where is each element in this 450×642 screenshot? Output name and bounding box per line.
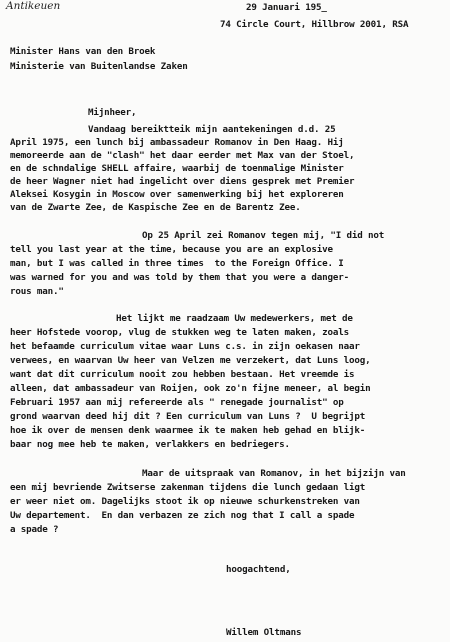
signature-name: Willem Oltmans xyxy=(226,627,302,638)
paragraph-3-line: hoe ik over de mensen denk waarmee ik te maken heb gehad en blijk- xyxy=(10,425,366,436)
paragraph-1-line: Vandaag bereiktteik mijn aantekeningen d.d. 25 xyxy=(88,124,336,135)
paragraph-3-line: Het lijkt me raadzaam Uw medewerkers, met de xyxy=(116,313,353,324)
handwritten-annotation: Antikeuen xyxy=(6,0,61,12)
paragraph-3-line: verwees, en waarvan Uw heer van Velzen me verzekert, dat Luns loog, xyxy=(10,355,371,366)
paragraph-3-line: baar nog mee heb te maken, verlakkers en bedriegers. xyxy=(10,439,290,450)
paragraph-3-line: heer Hofstede voorop, vlug de stukken weg te laten maken, zoals xyxy=(10,327,350,338)
paragraph-2-line: Op 25 April zei Romanov tegen mij, "I did not xyxy=(142,230,385,241)
paragraph-4-line: a spade ? xyxy=(10,524,59,535)
paragraph-2-line: rous man." xyxy=(10,286,64,297)
paragraph-3-line: Februari 1957 aan mij refereerde als " renegade journalist" op xyxy=(10,397,344,408)
paragraph-4-line: een mij bevriende Zwitserse zakenman tijdens die lunch gedaan ligt xyxy=(10,482,366,493)
paragraph-4-line: er weer niet om. Dagelijks stoot ik op nieuwe schurkenstreken van xyxy=(10,496,360,507)
salutation: Mijnheer, xyxy=(88,107,137,118)
closing: hoogachtend, xyxy=(226,564,291,575)
paragraph-3-line: want dat dit curriculum nooit zou hebben bestaan. Het vreemde is xyxy=(10,369,355,380)
paragraph-1-line: memoreerde aan de "clash" het daar eerder met Max van der Stoel, xyxy=(10,150,355,161)
paragraph-3-line: grond waarvan deed hij dit ? Een curriculum van Luns ? U begrijpt xyxy=(10,411,366,422)
paragraph-3-line: alleen, dat ambassadeur van Roijen, ook zo'n fijne meneer, al begin xyxy=(10,383,371,394)
paragraph-2-line: was warned for you and was told by them that you were a danger- xyxy=(10,272,350,283)
paragraph-1-line: Aleksei Kosygin in Moscow over samenwerking bij het exploreren xyxy=(10,189,344,200)
paragraph-1-line: de heer Wagner niet had ingelicht over diens gesprek met Premier xyxy=(10,176,355,187)
paragraph-1-line: April 1975, een lunch bij ambassadeur Romanov in Den Haag. Hij xyxy=(10,137,344,148)
paragraph-4-line: Uw departement. En dan verbazen ze zich nog that I call a spade xyxy=(10,510,355,521)
sender-address: 74 Circle Court, Hillbrow 2001, RSA xyxy=(220,19,409,30)
paragraph-1-line: van de Zwarte Zee, de Kaspische Zee en de Barentz Zee. xyxy=(10,202,301,213)
recipient-name: Minister Hans van den Broek xyxy=(10,46,156,57)
recipient-ministry: Ministerie van Buitenlandse Zaken xyxy=(10,61,188,72)
paragraph-2-line: man, but I was called in three times to the Foreign Office. I xyxy=(10,258,344,269)
letter-date: 29 Januari 195_ xyxy=(246,2,327,13)
paragraph-2-line: tell you last year at the time, because you are an explosive xyxy=(10,244,333,255)
paragraph-4-line: Maar de uitspraak van Romanov, in het bijzijn van xyxy=(142,468,406,479)
paragraph-3-line: het befaamde curriculum vitae waar Luns c.s. in zijn oekasen naar xyxy=(10,341,360,352)
paragraph-1-line: en de schndalige SHELL affaire, waarbij de toenmalige Minister xyxy=(10,163,344,174)
